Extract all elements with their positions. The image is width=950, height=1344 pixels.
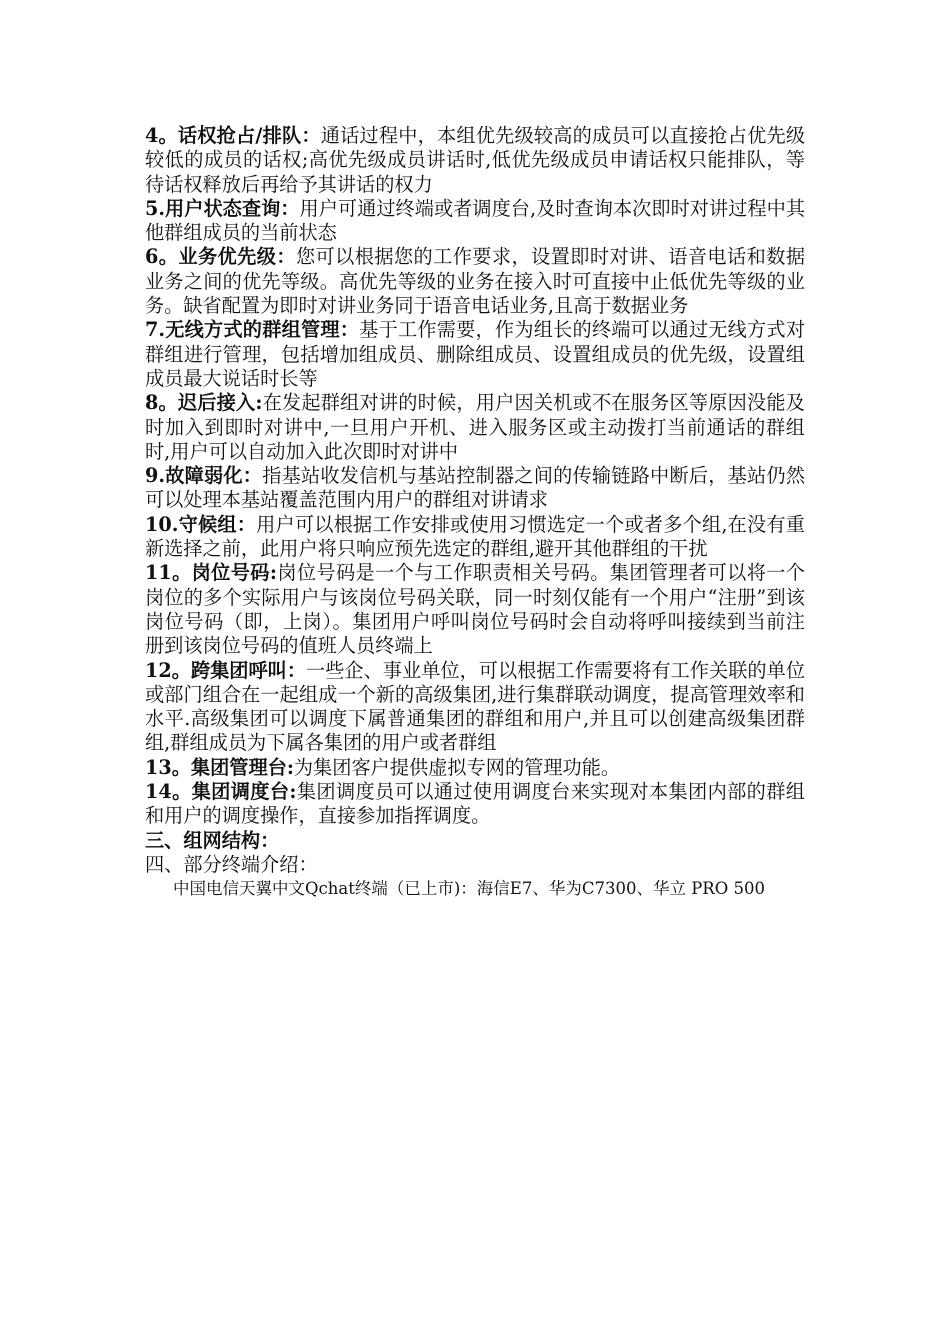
feature-item-11 <box>145 561 805 658</box>
feature-item-10 <box>145 513 805 562</box>
feature-text: 一些企、事业单位，可以根据工作需要将有工作关联的单位或部门组合在一起组成一个新的高级集团,进行集群联动调度，提高管理效率和水平.高级集团可以调度下属普通集团的群组和用户,并且可以创建高级集团群组,群组成员为下属各集团的用户或者群组 <box>145 658 806 755</box>
feature-text: 指基站收发信机与基站控制器之间的传输链路中断后，基站仍然可以处理本基站覆盖范围内用户的群组对讲请求 <box>145 464 806 512</box>
feature-text: 为集团客户提供虚拟专网的管理功能。 <box>293 755 621 779</box>
feature-term: 14。集团调度台: <box>145 780 297 804</box>
feature-text: 用户可通过终端或者调度台,及时查询本次即时对讲过程中其他群组成员的当前状态 <box>145 196 806 245</box>
section-heading-network: 三、组网结构： <box>145 828 280 852</box>
feature-text: 基于工作需要，作为组长的终端可以通过无线方式对群组进行管理，包括增加组成员、删除组成员、设置组成员的优先级，设置组成员最大说话时长等 <box>145 318 806 390</box>
feature-term: 12。跨集团呼叫： <box>145 658 307 682</box>
feature-term: 4。话权抢占/排队： <box>145 124 321 147</box>
feature-item-7 <box>145 318 805 391</box>
feature-term: 13。集团管理台: <box>145 755 294 779</box>
feature-term: 11。岗位号码: <box>145 561 277 585</box>
feature-text: 用户可以根据工作安排或使用习惯选定一个或者多个组,在没有重新选择之前，此用户将只响应预先选定的群组,避开其他群组的干扰 <box>145 512 805 561</box>
feature-item-9 <box>145 464 805 513</box>
feature-item-14 <box>145 780 805 829</box>
feature-term: 9.故障弱化： <box>145 464 263 488</box>
feature-item-6 <box>145 245 805 318</box>
feature-term: 6。业务优先级： <box>145 245 296 269</box>
feature-term: 7.无线方式的群组管理： <box>145 318 360 342</box>
terminal-list-note: 中国电信天翼中文Qchat终端（已上市)：海信E7、华为C7300、华立 PRO 500 <box>173 879 765 899</box>
feature-item-4 <box>145 124 805 197</box>
feature-term: 5.用户状态查询： <box>145 196 300 220</box>
section-heading-terminals: 四、部分终端介绍： <box>145 852 318 876</box>
feature-item-12 <box>145 659 805 756</box>
feature-text: 在发起群组对讲的时候，用户因关机或不在服务区等原因没能及时加入到即时对讲中,一旦用户开机、进入服务区或主动拨打当前通话的群组时,用户可以自动加入此次即时对讲中 <box>145 391 805 463</box>
feature-item-13 <box>145 756 805 780</box>
feature-text: 您可以根据您的工作要求，设置即时对讲、语音电话和数据业务之间的优先等级。高优先等级的业务在接入时可直接中止低优先等级的业务。缺省配置为即时对讲业务同于语音电话业务,且高于数据业务 <box>145 245 806 318</box>
feature-term: 10.守候组： <box>145 512 257 536</box>
feature-term: 8。迟后接入: <box>145 391 263 415</box>
feature-text: 通话过程中，本组优先级较高的成员可以直接抢占优先级较低的成员的话权;高优先级成员讲话时,低优先级成员申请话权只能排队，等待话权释放后再给予其讲话的权力 <box>145 124 806 196</box>
feature-item-5 <box>145 197 805 246</box>
document-body <box>145 124 805 901</box>
feature-text: 岗位号码是一个与工作职责相关号码。集团管理者可以将一个岗位的多个实际用户与该岗位号码关联，同一时刻仅能有一个用户“注册”到该岗位号码（即，上岗）。集团用户呼叫岗位号码时会自动将呼叫接续到当前注册到该岗位号码的值班人员终端上 <box>145 561 805 658</box>
feature-text: 集团调度员可以通过使用调度台来实现对本集团内部的群组和用户的调度操作，直接参加指挥调度。 <box>145 780 805 828</box>
feature-item-8 <box>145 391 805 464</box>
